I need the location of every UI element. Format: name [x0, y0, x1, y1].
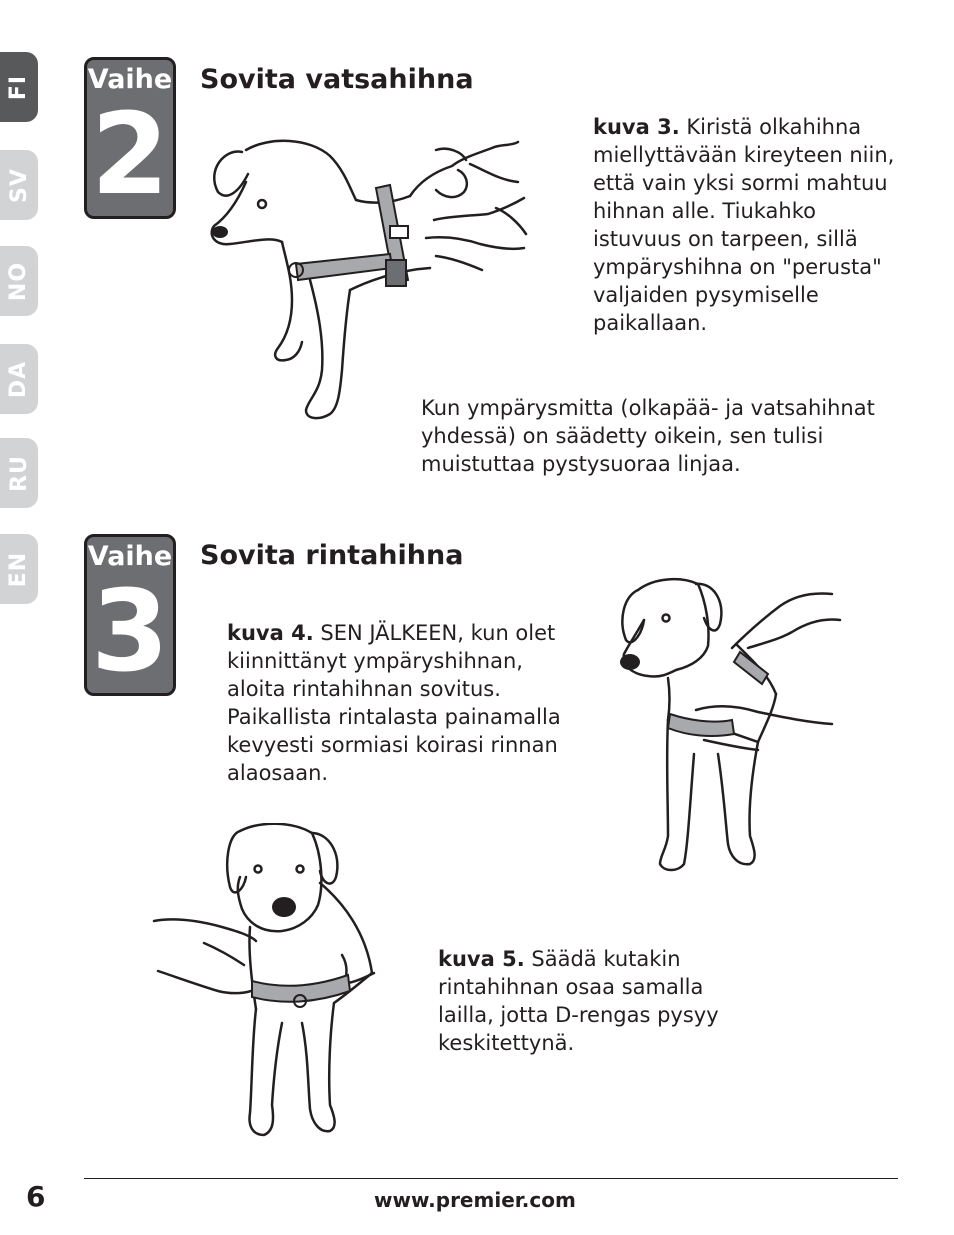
step-3-badge [84, 534, 176, 696]
figure-3-text: Kiristä olkahihna miellyttävään kireyteen niin, että vain yksi sormi mahtuu hihnan alle. Tiukahko istuvuus on tarpeen, sillä ympäryshihna on "perusta" valjaiden pysymiselle paikallaan. [593, 115, 895, 335]
figure-3-label: kuva 3. [593, 115, 680, 139]
lang-tab-fi[interactable] [0, 52, 38, 122]
step-2-badge [84, 57, 176, 219]
footer-divider [84, 1178, 898, 1179]
dog-nose-icon [212, 226, 228, 238]
dog-nose-icon [620, 654, 640, 670]
figure-5-caption [438, 945, 738, 1057]
figure-4-caption [227, 619, 577, 787]
lang-tab-label: FI [6, 74, 32, 100]
figure-4-illustration [608, 574, 848, 884]
step-3-title: Sovita rintahihna [200, 540, 464, 571]
figure-5-label: kuva 5. [438, 947, 525, 971]
lang-tab-da[interactable] [0, 344, 38, 414]
lang-tab-label: DA [6, 360, 32, 398]
footer-url-link[interactable]: www.premier.com [374, 1188, 576, 1212]
step-number: 2 [91, 90, 169, 219]
lang-tab-label: EN [6, 551, 32, 587]
lang-tab-label: SV [6, 167, 32, 203]
step-word: Vaihe [87, 541, 173, 572]
step-2-title: Sovita vatsahihna [200, 64, 474, 95]
step-number: 3 [91, 567, 169, 696]
page-number: 6 [26, 1180, 46, 1213]
dog-nose-icon [272, 897, 296, 917]
lang-tab-sv[interactable] [0, 150, 38, 220]
figure-3-caption [593, 113, 898, 337]
lang-tab-label: NO [6, 261, 32, 301]
lang-tab-label: RU [6, 454, 32, 492]
figure-5-text: Säädä kutakin rintahihnan osaa samalla lailla, jotta D-rengas pysyy keskitettynä. [438, 947, 719, 1055]
figure-5-illustration [152, 823, 402, 1141]
step-word: Vaihe [87, 64, 173, 95]
lang-tab-ru[interactable] [0, 438, 38, 508]
figure-4-text: SEN JÄLKEEN, kun olet kiinnittänyt ympäryshihnan, aloita rintahihnan sovitus. Paikallista rintalasta painamalla kevyesti sormiasi koirasi rinnan alaosaan. [227, 621, 561, 785]
lang-tab-no[interactable] [0, 246, 38, 316]
figure-4-label: kuva 4. [227, 621, 314, 645]
figure-3-illustration [200, 130, 580, 425]
step-2-note: Kun ympärysmitta (olkapää- ja vatsahihnat yhdessä) on säädetty oikein, sen tulisi muistuttaa pystysuoraa linjaa. [421, 396, 875, 476]
lang-tab-en[interactable] [0, 534, 38, 604]
